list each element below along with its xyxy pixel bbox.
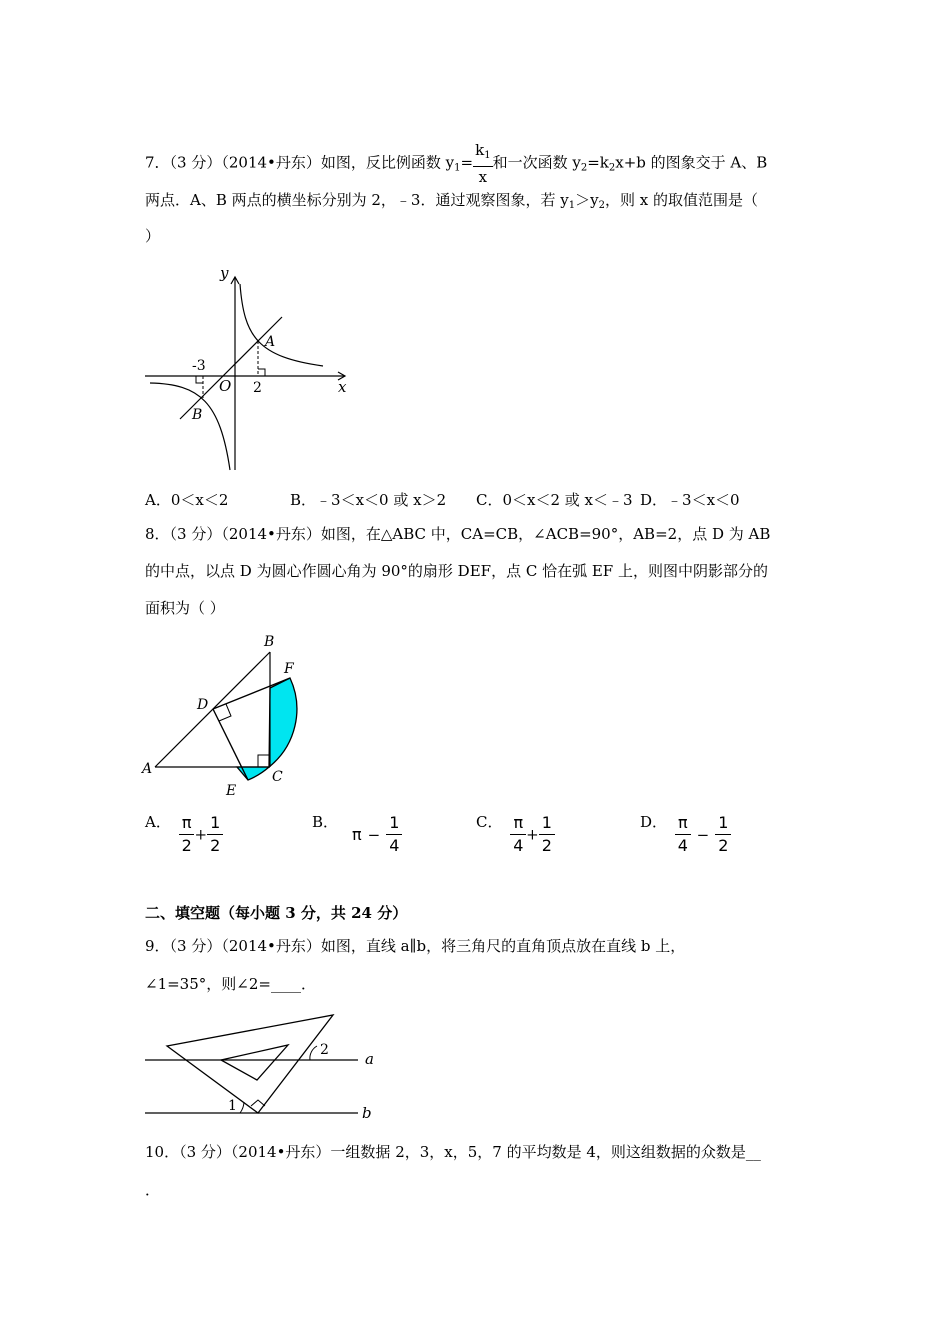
q8-label-a: A	[142, 761, 153, 777]
q8-option-a-frac2: $\frac{1}{2}$	[207, 812, 223, 857]
q8-option-d-frac1: $\frac{\pi}{4}$	[675, 812, 691, 857]
q8-right-angle-c	[258, 755, 270, 767]
q8-shade-top	[269, 678, 297, 767]
q7-sub2: 2	[580, 162, 588, 174]
q8-line-2: 的中点，以点 D 为圆心作圆心角为 90°的扇形 DEF，点 C 恰在弧 EF 上，则图中阴影部分的	[145, 562, 768, 580]
q7-line-1	[145, 140, 767, 187]
q7-eq: =	[460, 153, 474, 172]
q8-option-c[interactable]	[476, 812, 555, 857]
q7-right-angle-neg3	[196, 376, 203, 383]
q8-option-d-frac2: $\frac{1}{2}$	[715, 812, 731, 857]
q7-text-c: =k	[587, 153, 609, 172]
q9-triangle-inner	[221, 1045, 288, 1080]
q8-option-a-op: +	[194, 825, 208, 844]
q8-label-d: D	[197, 697, 209, 713]
q7-source: （2014•丹东）	[221, 153, 321, 172]
q8-label-b: B	[264, 634, 275, 650]
q7-line2-sub1: 1	[568, 200, 576, 211]
q7-right-angle-2	[258, 369, 265, 376]
q8-label-c: C	[272, 769, 283, 785]
q7-text-a: 如图，反比例函数 y	[320, 153, 455, 172]
q9-right-angle	[251, 1100, 265, 1106]
q7-option-a[interactable]: A．0＜x＜2	[145, 491, 229, 509]
q9-line-2: ∠1=35°，则∠2=____．	[145, 975, 316, 993]
q8-figure	[140, 630, 310, 802]
q7-label-origin: O	[219, 377, 232, 395]
q7-tick-neg3: -3	[192, 358, 206, 374]
q7-fraction	[473, 140, 492, 187]
q7-line2-a: 两点．A、B 两点的横坐标分别为 2，﹣3．通过观察图象，若 y	[145, 191, 569, 209]
q7-frac-num-sub: 1	[484, 150, 491, 161]
q8-option-c-frac1: $\frac{\pi}{4}$	[510, 812, 526, 857]
q7-line-2	[145, 190, 758, 216]
section-2-title: 二、填空题（每小题 3 分，共 24 分）	[145, 904, 408, 922]
q10-line-2: ．	[145, 1181, 161, 1199]
q7-line2-sub2: 2	[598, 200, 605, 211]
q7-graph	[140, 262, 360, 477]
q10-line-1: 10．（3 分）（2014•丹东）一组数据 2，3，x，5，7 的平均数是 4，则这组数据的众数是__	[145, 1143, 761, 1161]
q8-line-3: 面积为（ ）	[145, 599, 225, 617]
q7-label-x: x	[338, 378, 347, 396]
q9-angle-1-arc	[240, 1102, 244, 1113]
q7-hyperbola-right	[240, 284, 323, 366]
q8-option-d-label: D．	[640, 813, 668, 831]
q8-line-1: 8．（3 分）（2014•丹东）如图，在△ABC 中，CA=CB，∠ACB=90°，AB=2，点 D 为 AB	[145, 525, 771, 543]
q8-option-a-label: A．	[145, 813, 171, 831]
q8-option-a[interactable]	[145, 812, 223, 857]
q9-line-1: 9．（3 分）（2014•丹东）如图，直线 a∥b，将三角尺的直角顶点放在直线 b 上，	[145, 937, 686, 955]
q7-line2-b: ＞y	[575, 191, 599, 209]
q8-radius-de	[213, 709, 248, 780]
q7-label-b: B	[192, 407, 203, 423]
q7-number: 7．	[145, 153, 170, 172]
q7-sub1: 1	[454, 162, 461, 174]
q9-figure	[140, 1010, 380, 1125]
q8-option-b-pi: π	[352, 824, 362, 844]
q7-option-d[interactable]: D．﹣3＜x＜0	[640, 491, 740, 509]
q9-label-b: b	[362, 1104, 372, 1122]
q8-option-d-op: −	[696, 825, 710, 844]
q7-line2-c: ，则 x 的取值范围是（	[604, 191, 758, 209]
q8-option-c-op: +	[526, 825, 539, 844]
q8-option-c-frac2: $\frac{1}{2}$	[539, 812, 555, 857]
q9-label-1: 1	[228, 1098, 237, 1114]
q7-option-c[interactable]: C．0＜x＜2 或 x＜﹣3	[476, 491, 633, 509]
q8-option-c-label: C．	[476, 813, 503, 831]
q8-label-f: F	[284, 661, 294, 677]
q7-hyperbola-left	[150, 383, 230, 470]
q8-option-b-label: B．	[312, 813, 339, 831]
q7-option-b[interactable]: B．﹣3＜x＜0 或 x＞2	[290, 491, 447, 509]
q7-sub3: 2	[608, 162, 616, 174]
q8-option-d[interactable]	[640, 812, 731, 857]
q9-label-a: a	[365, 1050, 374, 1068]
q8-option-b-frac: $\frac{1}{4}$	[386, 812, 402, 857]
q7-tick-2: 2	[253, 380, 262, 396]
q8-option-b[interactable]	[312, 812, 402, 857]
q8-option-a-frac1: $\frac{\pi}{2}$	[179, 812, 195, 857]
q9-label-2: 2	[320, 1042, 329, 1058]
q7-score: （3 分）	[169, 153, 222, 172]
q8-option-b-op: −	[367, 825, 381, 844]
q8-label-e: E	[226, 783, 237, 799]
q7-frac-den: x	[478, 168, 488, 186]
q7-text-d: x+b 的图象交于 A、B	[615, 153, 768, 172]
q7-frac-num: k	[475, 141, 485, 159]
q7-label-y: y	[220, 264, 229, 282]
q9-angle-2-arc	[310, 1046, 317, 1060]
q7-label-a: A	[265, 334, 276, 350]
q7-text-b: 和一次函数 y	[492, 153, 581, 172]
q9-triangle-outer	[167, 1015, 333, 1113]
q7-line-3: ）	[145, 227, 161, 245]
